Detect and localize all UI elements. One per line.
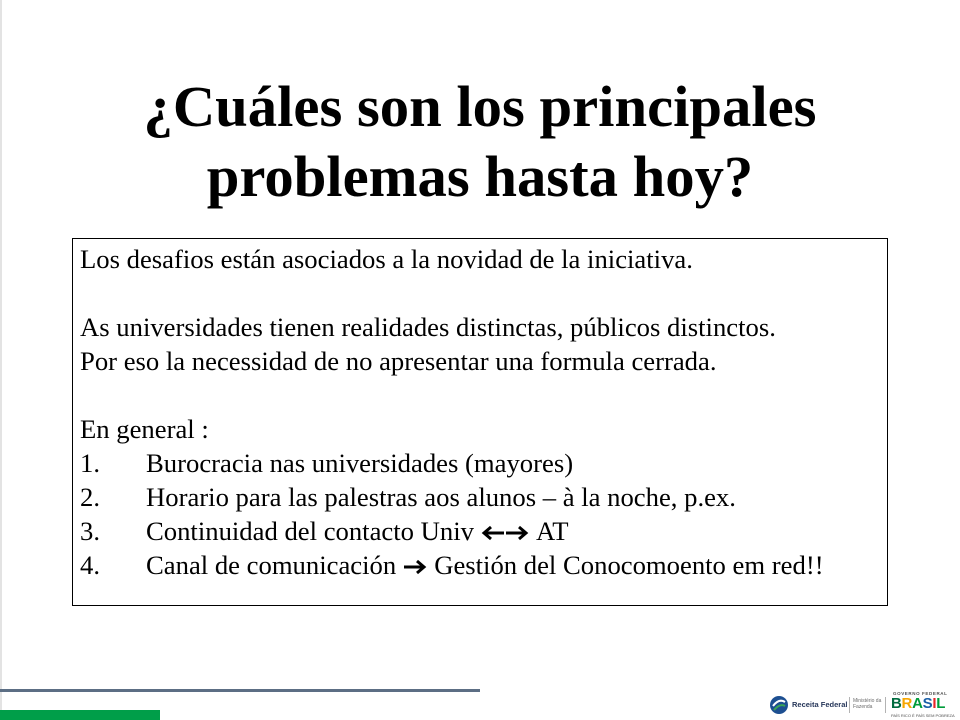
left-arrow-icon	[481, 525, 505, 541]
list-item-text: Burocracia nas universidades (mayores)	[146, 448, 574, 478]
logo-divider	[849, 697, 850, 713]
slide-title	[0, 72, 960, 212]
paragraph-spacer	[80, 276, 887, 310]
content-text-box	[72, 238, 888, 606]
brasil-logo-letter: S	[922, 695, 933, 712]
receita-federal-emblem-icon	[769, 695, 789, 715]
logo-divider	[885, 697, 886, 713]
brasil-logo-word	[891, 696, 945, 712]
paragraph-line: Por eso la necessidad de no apresentar una formula cerrada.	[80, 346, 717, 376]
brasil-logo-letter: I	[932, 695, 937, 712]
list-item-text-after: AT	[535, 516, 569, 546]
paragraph-spacer	[80, 378, 887, 412]
list-item-number: 2.	[80, 482, 100, 512]
right-arrow-icon	[403, 559, 427, 575]
ministerio-line: Fazenda	[853, 704, 873, 710]
list-item	[80, 548, 887, 582]
list-item-content	[146, 514, 569, 548]
list-item	[80, 446, 887, 480]
slide-title-line: ¿Cuáles son los principales	[143, 74, 817, 139]
brasil-logo-letter: R	[901, 695, 913, 712]
list-item-text: Canal de comunicación	[146, 550, 397, 580]
brasil-logo-letter: L	[936, 695, 946, 712]
list-item-content	[146, 548, 824, 582]
left-right-arrows-icon	[481, 525, 529, 541]
ministerio-fazenda-label	[853, 698, 883, 710]
paragraph-line: As universidades tienen realidades distinctas, públicos distinctos.	[80, 312, 776, 342]
right-arrow-icon	[505, 525, 529, 541]
receita-federal-logo	[769, 694, 848, 716]
brasil-logo-header: GOVERNO FEDERAL	[893, 691, 948, 696]
list-item-text: Continuidad del contacto Univ	[146, 516, 474, 546]
right-arrow-icon	[403, 559, 427, 575]
governo-federal-brasil-logo	[890, 691, 959, 719]
list-item-number: 3.	[80, 516, 100, 546]
footer-rule	[0, 689, 480, 692]
brasil-logo-letter: B	[891, 695, 902, 712]
slide-title-line: problemas hasta hoy?	[206, 144, 754, 209]
footer-green-bar	[0, 710, 160, 720]
ministerio-line: Ministério da	[853, 698, 882, 704]
brasil-logo-letter: A	[912, 695, 923, 712]
receita-federal-label: Receita Federal	[792, 700, 848, 709]
list-heading: En general :	[80, 414, 209, 444]
list-item-text: Horario para las palestras aos alunos – à la noche, p.ex.	[146, 482, 736, 512]
list-item	[80, 480, 887, 514]
intro-text: Los desafios están asociados a la novidad de la iniciativa.	[80, 244, 693, 274]
list-item-number: 1.	[80, 448, 100, 478]
list-item-text-after: Gestión del Conocomoento em red!!	[434, 550, 824, 580]
list-item	[80, 514, 887, 548]
list-item-number: 4.	[80, 550, 100, 580]
brasil-logo-tagline: PAÍS RICO É PAÍS SEM POBREZA	[891, 713, 955, 718]
